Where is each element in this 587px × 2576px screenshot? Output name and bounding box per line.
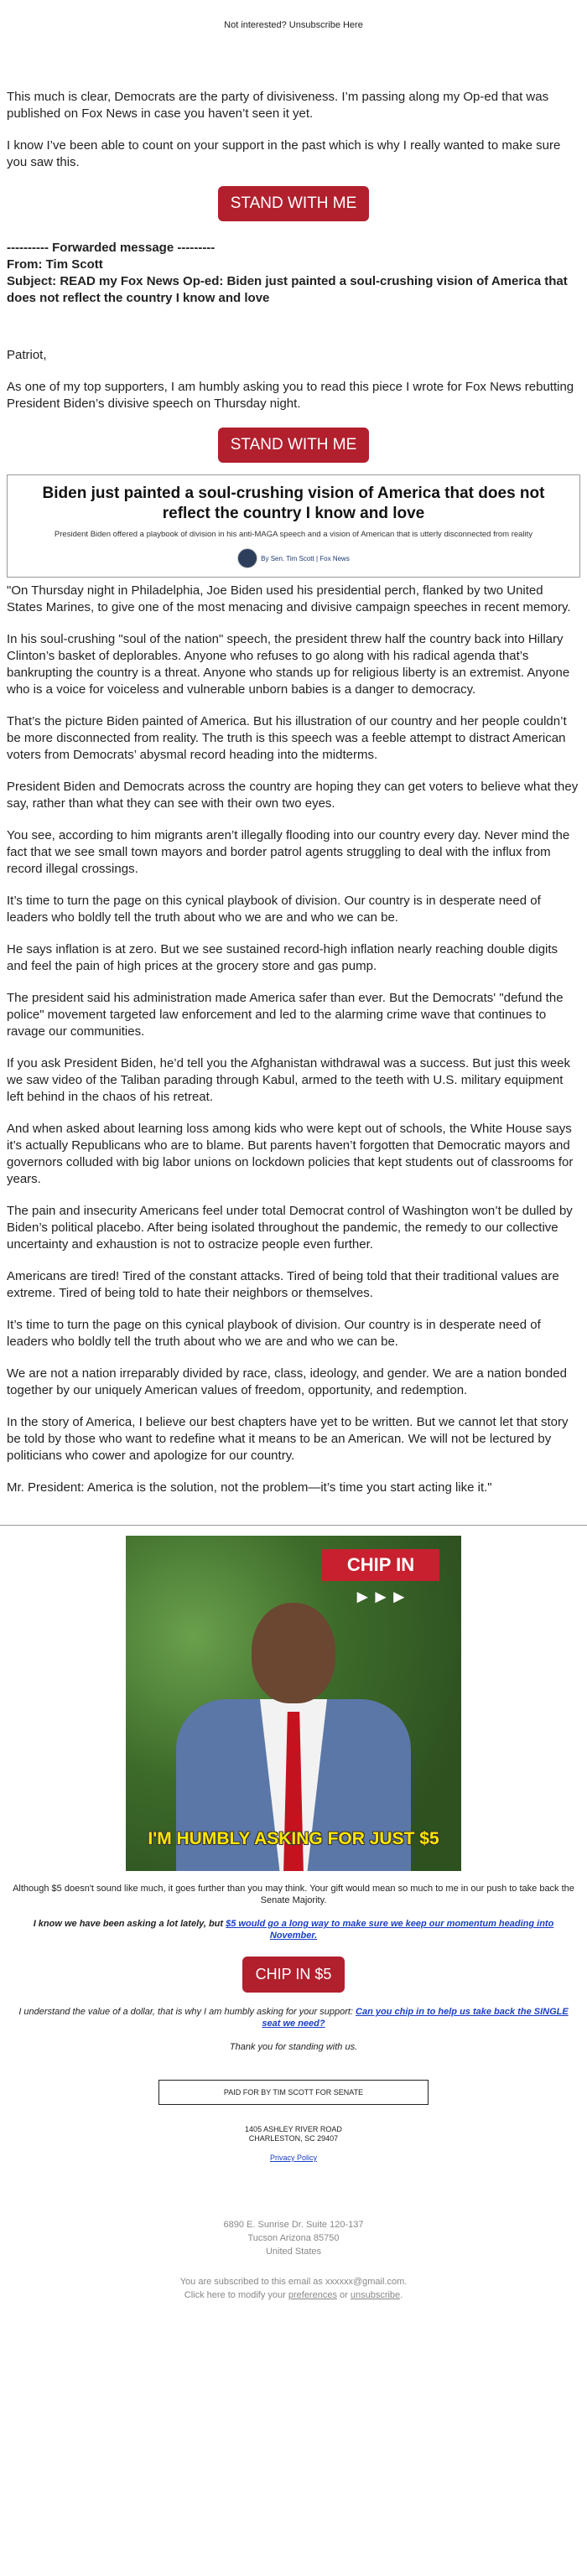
body-paragraph: Mr. President: America is the solution, not the problem—it’s time you start acting like it." <box>7 1480 492 1495</box>
body-paragraph: That’s the picture Biden painted of America. But his illustration of our country and her people couldn’t be more disconnected from reality. The truth is this speech was a feeble attempt to distract American voters from Democrats’ abysmal record heading into the midterms. <box>7 714 567 762</box>
body-paragraph: You see, according to him migrants aren’t illegally flooding into our country every day. Never mind the fact that we see small town mayors and border patrol agents struggling to deal with the influx from record illegal crossings. <box>7 828 570 876</box>
author-avatar <box>237 548 257 568</box>
article-byline: By Sen. Tim Scott | Fox News <box>261 554 350 562</box>
article-title[interactable]: Biden just painted a soul-crushing vision of America that does not reflect the country I know and love <box>42 485 545 522</box>
footer-unsubscribe-link[interactable]: unsubscribe <box>350 2290 401 2300</box>
body-paragraph: If you ask President Biden, he’d tell you the Afghanistan withdrawal was a success. But just this week we saw video of the Taliban parading through Kabul, armed to the teeth with U.S. military equipment left behind in the chaos of his retreat. <box>7 1056 571 1104</box>
body-paragraph: It’s time to turn the page on this cynical playbook of division. Our country is in desperate need of leaders who boldly tell the truth about who we are and who we can be. <box>7 894 541 925</box>
campaign-address-line: CHARLESTON, SC 29407 <box>248 2134 339 2143</box>
understand-text: I understand the value of a dollar, that is why I am humbly asking for your support: <box>18 2007 356 2017</box>
intro-paragraph-2: I know I’ve been able to count on your support in the past which is why I really wanted to make sure you saw this. <box>7 138 561 169</box>
body-paragraph: In the story of America, I believe our best chapters have yet to be written. But we cannot let that story be told by those who want to redefine what it means to be an American. We will not be lectured by politicians who cower and apologize for our country. <box>7 1415 569 1463</box>
body-paragraph: The president said his administration made America safer than ever. But the Democrats' "defund the police" movement targeted law enforcement and led to the alarming crime wave that continues to ravage our communities. <box>7 991 564 1039</box>
body-paragraph: President Biden and Democrats across the country are hoping they can get voters to believe what they say, rather than what they can see with their own two eyes. <box>7 780 579 811</box>
chip-in-5-button[interactable]: CHIP IN $5 <box>242 1957 345 1993</box>
mailing-address-line: 6890 E. Sunrise Dr. Suite 120-137 <box>223 2220 364 2230</box>
body-paragraph: "On Thursday night in Philadelphia, Joe Biden used his presidential perch, flanked by two United States Marines, to give one of the most menacing and divisive campaign speeches in recent memory. <box>7 583 571 614</box>
body-paragraph: We are not a nation irreparably divided by race, class, ideology, and gender. We are a nation bonded together by our uniquely American values of freedom, opportunity, and redemption. <box>7 1366 567 1397</box>
body-paragraph: He says inflation is at zero. But we see sustained record-high inflation nearly reaching double digits and feel the pain of high prices at the grocery store and gas pump. <box>7 942 558 973</box>
paid-for-box: PAID FOR BY TIM SCOTT FOR SENATE <box>158 2080 429 2105</box>
privacy-policy-link[interactable]: Privacy Policy <box>269 2154 317 2162</box>
mailing-address-line: United States <box>265 2247 322 2257</box>
ask-paragraph: As one of my top supporters, I am humbly asking you to read this piece I wrote for Fox News rebutting President Biden’s divisive speech on Thursday night. <box>7 380 574 411</box>
greeting: Patriot, <box>7 348 47 362</box>
article-card[interactable] <box>7 474 580 578</box>
momentum-link[interactable]: $5 would go a long way to make sure we keep our momentum heading into November. <box>226 1919 554 1941</box>
modify-text: Click here to modify your <box>184 2290 288 2300</box>
after-hero-text: Although $5 doesn't sound like much, it goes further than you may think. Your gift would mean so much to me in our push to take back the Senate Majority. <box>13 1884 574 1905</box>
forwarded-subject: Subject: READ my Fox News Op-ed: Biden just painted a soul-crushing vision of America that does not reflect the country I know and love <box>7 274 568 305</box>
hero-caption: I'M HUMBLY ASKING FOR JUST $5 <box>148 1829 439 1848</box>
thanks-text: Thank you for standing with us. <box>229 2042 358 2052</box>
body-paragraph: And when asked about learning loss among kids who were kept out of schools, the White House says it’s actually Republicans who are to blame. But parents haven’t forgotten that Democratic mayors and governors colluded with big labor unions on lockdown policies that kept students out of classrooms for years. <box>7 1122 574 1186</box>
single-seat-link[interactable]: Can you chip in to help us take back the SINGLE seat we need? <box>262 2007 569 2029</box>
unsubscribe-link[interactable]: Not interested? Unsubscribe Here <box>224 20 363 30</box>
body-paragraph: It’s time to turn the page on this cynical playbook of division. Our country is in desperate need of leaders who boldly tell the truth about who we are and who we can be. <box>7 1318 541 1349</box>
donation-hero-image[interactable] <box>126 1536 461 1871</box>
person-head <box>252 1603 335 1703</box>
stand-with-me-button-2[interactable]: STAND WITH ME <box>218 428 370 463</box>
modify-period: . <box>400 2290 403 2300</box>
intro-paragraph-1: This much is clear, Democrats are the party of divisiveness. I’m passing along my Op-ed that was published on Fox News in case you haven’t seen it yet. <box>7 90 549 121</box>
body-paragraph: The pain and insecurity Americans feel under total Democrat control of Washington won’t be dulled by Biden’s political placebo. After being isolated throughout the pandemic, the remedy to our collective uncertainty and exhaustion is not to ostracize people even further. <box>7 1204 573 1252</box>
modify-or-text: or <box>336 2290 351 2300</box>
chip-in-badge[interactable]: CHIP IN ►►► <box>322 1549 439 1581</box>
article-subtitle: President Biden offered a playbook of division in his anti-MAGA speech and a vision of American that is utterly disconnected from reality <box>54 530 533 539</box>
forwarded-from: From: Tim Scott <box>7 257 103 272</box>
divider <box>0 1525 587 1526</box>
forwarded-line: ---------- Forwarded message --------- <box>7 241 216 255</box>
ask-italic-text: I know we have been asking a lot lately, but <box>33 1919 226 1929</box>
preferences-link[interactable]: preferences <box>288 2290 337 2300</box>
stand-with-me-button[interactable]: STAND WITH ME <box>218 186 370 221</box>
mailing-address-line: Tucson Arizona 85750 <box>247 2233 340 2243</box>
subscribed-text: You are subscribed to this email as xxxxxx@gmail.com. <box>179 2277 408 2287</box>
campaign-address-line: 1405 ASHLEY RIVER ROAD <box>245 2125 342 2133</box>
body-paragraph: In his soul-crushing "soul of the nation" speech, the president threw half the country back into Hillary Clinton’s basket of deplorables. Anyone who refuses to go along with his radical agenda that’s bankrupting the country is a threat. Anyone who stands up for religious liberty is an extremist. Anyone who is a voice for voiceless and vulnerable unborn babies is a danger to democracy. <box>7 632 570 697</box>
body-paragraph: Americans are tired! Tired of the constant attacks. Tired of being told that their traditional values are extreme. Tired of being told to hate their neighbors or themselves. <box>7 1269 559 1300</box>
